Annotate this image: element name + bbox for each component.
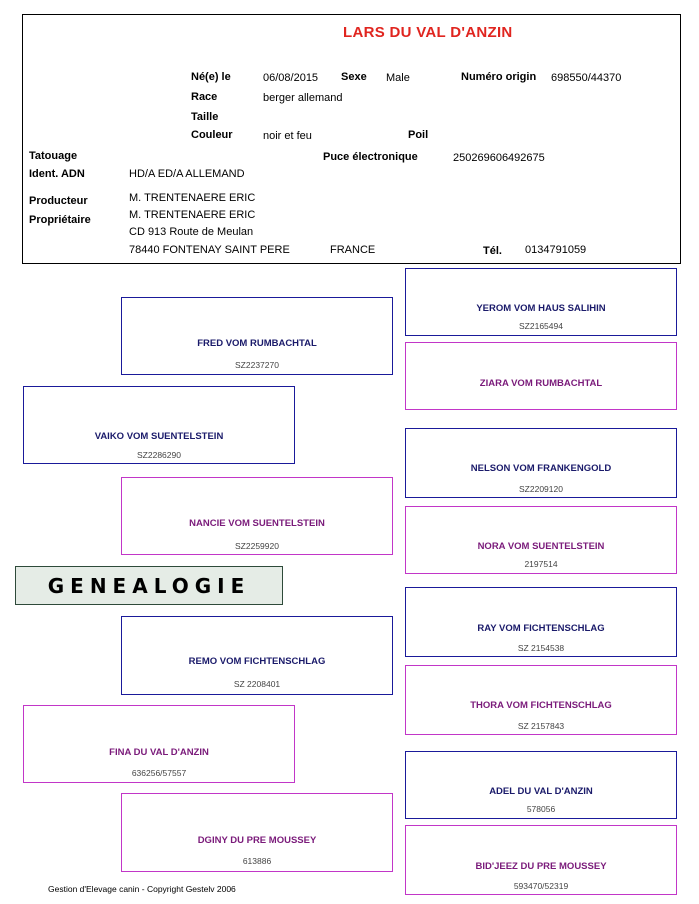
dds-name: ADEL DU VAL D'ANZIN [489, 786, 593, 797]
dss-reg: SZ 2154538 [517, 643, 565, 653]
dna-label: Ident. ADN [29, 168, 85, 180]
sdd-reg: 2197514 [524, 559, 558, 569]
dds-box [405, 751, 677, 819]
breed-label: Race [191, 91, 218, 103]
origin-number: 698550/44370 [551, 72, 622, 84]
country: FRANCE [330, 244, 376, 256]
genealogie-banner: GENEALOGIE [15, 566, 283, 605]
tattoo-label: Tatouage [29, 150, 78, 162]
ddd-name: BID'JEEZ DU PRE MOUSSEY [475, 861, 607, 872]
breed-value: berger allemand [263, 92, 343, 104]
dds-reg: 578056 [526, 804, 556, 814]
sds-name: NELSON VOM FRANKENGOLD [470, 463, 612, 474]
dam-sire-reg: SZ 2208401 [233, 679, 281, 689]
dam-dam-reg: 613886 [242, 856, 272, 866]
dam-sire-name: REMO VOM FICHTENSCHLAG [188, 656, 326, 667]
ssd-name: ZIARA VOM RUMBACHTAL [479, 378, 603, 389]
dss-name: RAY VOM FICHTENSCHLAG [477, 623, 605, 634]
coat-label: Poil [408, 129, 429, 141]
dam-sire-box [121, 616, 393, 695]
ddd-reg: 593470/52319 [513, 881, 569, 891]
sss-name: YEROM VOM HAUS SALIHIN [476, 303, 606, 314]
sire-sire-reg: SZ2237270 [235, 360, 279, 370]
origin-number-label: Numéro origin [461, 71, 537, 83]
phone-value: 0134791059 [525, 244, 587, 256]
dam-dam-box [121, 793, 393, 872]
color-value: noir et feu [263, 130, 312, 142]
color-label: Couleur [191, 129, 233, 141]
dna-value: HD/A ED/A ALLEMAND [129, 168, 245, 180]
sire-name: VAIKO VOM SUENTELSTEIN [94, 431, 224, 442]
sire-dam-reg: SZ2259920 [235, 541, 279, 551]
microchip-value: 250269606492675 [453, 152, 545, 164]
dsd-reg: SZ 2157843 [517, 721, 565, 731]
footer-copyright: Gestion d'Elevage canin - Copyright Gestelv 2006 [48, 884, 236, 894]
dam-reg: 636256/57557 [131, 768, 187, 778]
phone-label: Tél. [483, 245, 502, 257]
size-label: Taille [191, 111, 219, 123]
sex-label: Sexe [341, 71, 367, 83]
owner-value: M. TRENTENAERE ERIC [129, 209, 256, 221]
sire-dam-box [121, 477, 393, 555]
dsd-box [405, 665, 677, 735]
dam-box [23, 705, 295, 783]
sire-box [23, 386, 295, 464]
dog-info-panel [22, 14, 681, 264]
sds-reg: SZ2209120 [519, 484, 563, 494]
sex-value: Male [386, 72, 410, 84]
sire-dam-name: NANCIE VOM SUENTELSTEIN [189, 518, 325, 529]
sdd-box [405, 506, 677, 574]
birth-date: 06/08/2015 [263, 72, 319, 84]
sds-box [405, 428, 677, 498]
dam-dam-name: DGINY DU PRE MOUSSEY [197, 835, 317, 846]
ddd-box [405, 825, 677, 895]
dog-name: LARS DU VAL D'ANZIN [343, 24, 513, 41]
owner-label: Propriétaire [29, 214, 91, 226]
address-line1: CD 913 Route de Meulan [129, 226, 254, 238]
dam-name: FINA DU VAL D'ANZIN [109, 747, 209, 758]
ssd-box [405, 342, 677, 410]
address-line2: 78440 FONTENAY SAINT PERE [129, 244, 290, 256]
sire-reg: SZ2286290 [137, 450, 181, 460]
dss-box [405, 587, 677, 657]
sire-sire-name: FRED VOM RUMBACHTAL [197, 338, 317, 349]
breeder-value: M. TRENTENAERE ERIC [129, 192, 256, 204]
microchip-label: Puce électronique [323, 151, 418, 163]
sss-box [405, 268, 677, 336]
sdd-name: NORA VOM SUENTELSTEIN [477, 541, 605, 552]
sss-reg: SZ2165494 [519, 321, 563, 331]
breeder-label: Producteur [29, 195, 88, 207]
dsd-name: THORA VOM FICHTENSCHLAG [470, 700, 612, 711]
sire-sire-box [121, 297, 393, 375]
birth-date-label: Né(e) le [191, 71, 231, 83]
